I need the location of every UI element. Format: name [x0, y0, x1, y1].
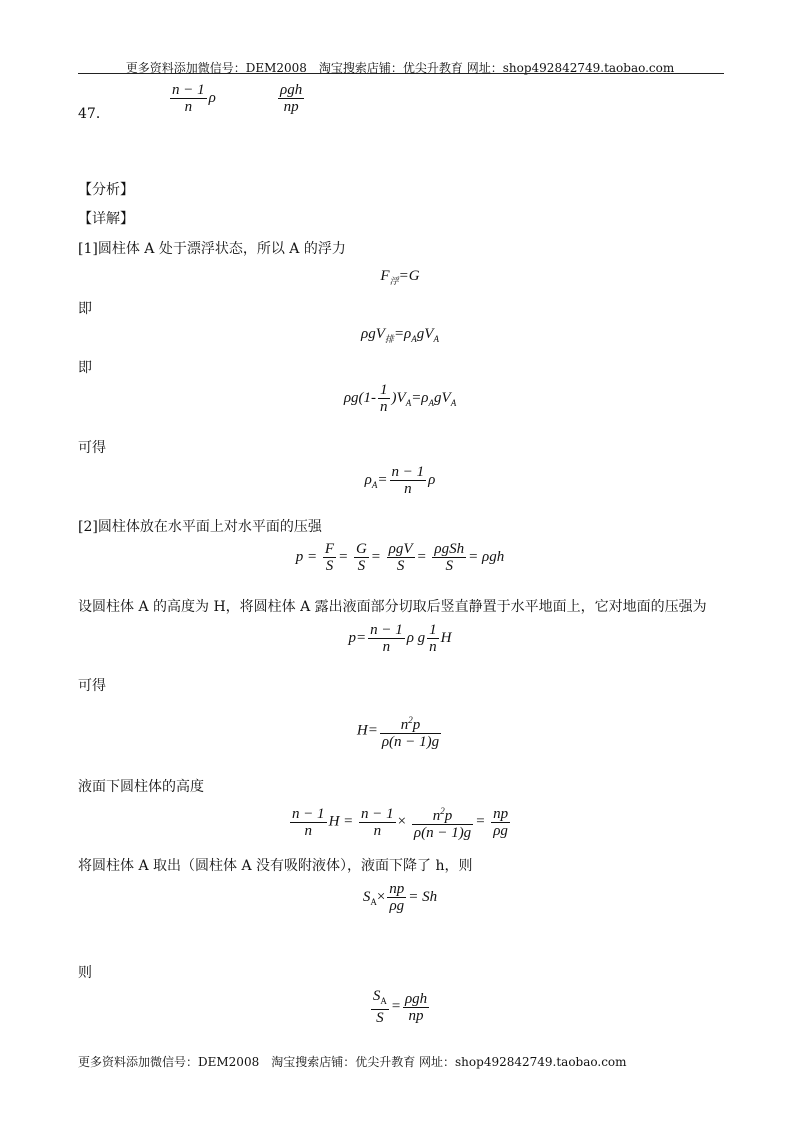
answer-1: $\frac{n - 1}{n}$ ρ: [172, 82, 216, 115]
page-header: 更多资料添加微信号：DEM2008 淘宝搜索店铺：优尖升教育 网址：shop492842749.taobao.com: [125, 61, 675, 75]
paragraph-2: [2]圆柱体放在水平面上对水平面的压强: [78, 519, 322, 535]
text-ji-2: 即: [78, 360, 92, 376]
equation-cut-pressure: p= $\frac{n - 1}{n}$ ρ g $\frac{1}{n}$ H: [348, 622, 452, 655]
page-footer: 更多资料添加微信号：DEM2008 淘宝搜索店铺：优尖升教育 网址：shop492842749.taobao.com: [78, 1055, 627, 1069]
equation-buoyancy: $F_浮=G$: [380, 268, 420, 286]
detail-heading: 【详解】: [78, 211, 134, 227]
equation-area-ratio: $\frac{S_A}{S}$ = $\frac{\text{ρgh}}{np}$: [372, 988, 428, 1026]
equation-volume-fraction: ρg(1- $\frac{1}{n}$ )$V_A=\rho_AgV_A$: [343, 382, 457, 415]
equation-pressure: p = $\frac{F}{S}$ = $\frac{G}{S}$ = $\frac{\text{ρgV}}{S}$ = $\frac{\text{ρgSh}}{S}$ = ρgh: [295, 541, 505, 574]
equation-displacement: $\rho gV_排=\rho_AgV_A$: [361, 326, 439, 344]
equation-level-drop: $S_A\times$ $\frac{np}{\rho g}$ = Sh: [362, 881, 438, 914]
paragraph-3: 设圆柱体 A 的高度为 H，将圆柱体 A 露出液面部分切取后竖直静置于水平地面上，它对地面的压强为: [78, 599, 707, 615]
answer-2: $\frac{\text{ρgh}}{np}$: [280, 82, 303, 115]
paragraph-5: 将圆柱体 A 取出（圆柱体 A 没有吸附液体），液面下降了 h，则: [78, 858, 473, 874]
header-divider: [78, 73, 724, 74]
question-number: 47．: [78, 106, 110, 122]
equation-submerged-height: $\frac{n - 1}{n}$ H = $\frac{n - 1}{n}$ × $\frac{n^2p}{\rho(n - 1)g}$ = $\frac{np}{\rho g}$: [0, 803, 800, 841]
equation-height-H: H= $\frac{n^2p}{\rho(n - 1)g}$: [0, 712, 800, 750]
text-ji-1: 即: [78, 301, 92, 317]
text-kede-1: 可得: [78, 440, 106, 456]
text-ze: 则: [78, 965, 92, 981]
equation-density-A: $\rho_A=$ $\frac{n - 1}{n}$ ρ: [364, 464, 436, 497]
analysis-heading: 【分析】: [78, 182, 134, 198]
paragraph-4: 液面下圆柱体的高度: [78, 779, 204, 795]
paragraph-1: [1]圆柱体 A 处于漂浮状态，所以 A 的浮力: [78, 241, 346, 257]
text-kede-2: 可得: [78, 678, 106, 694]
